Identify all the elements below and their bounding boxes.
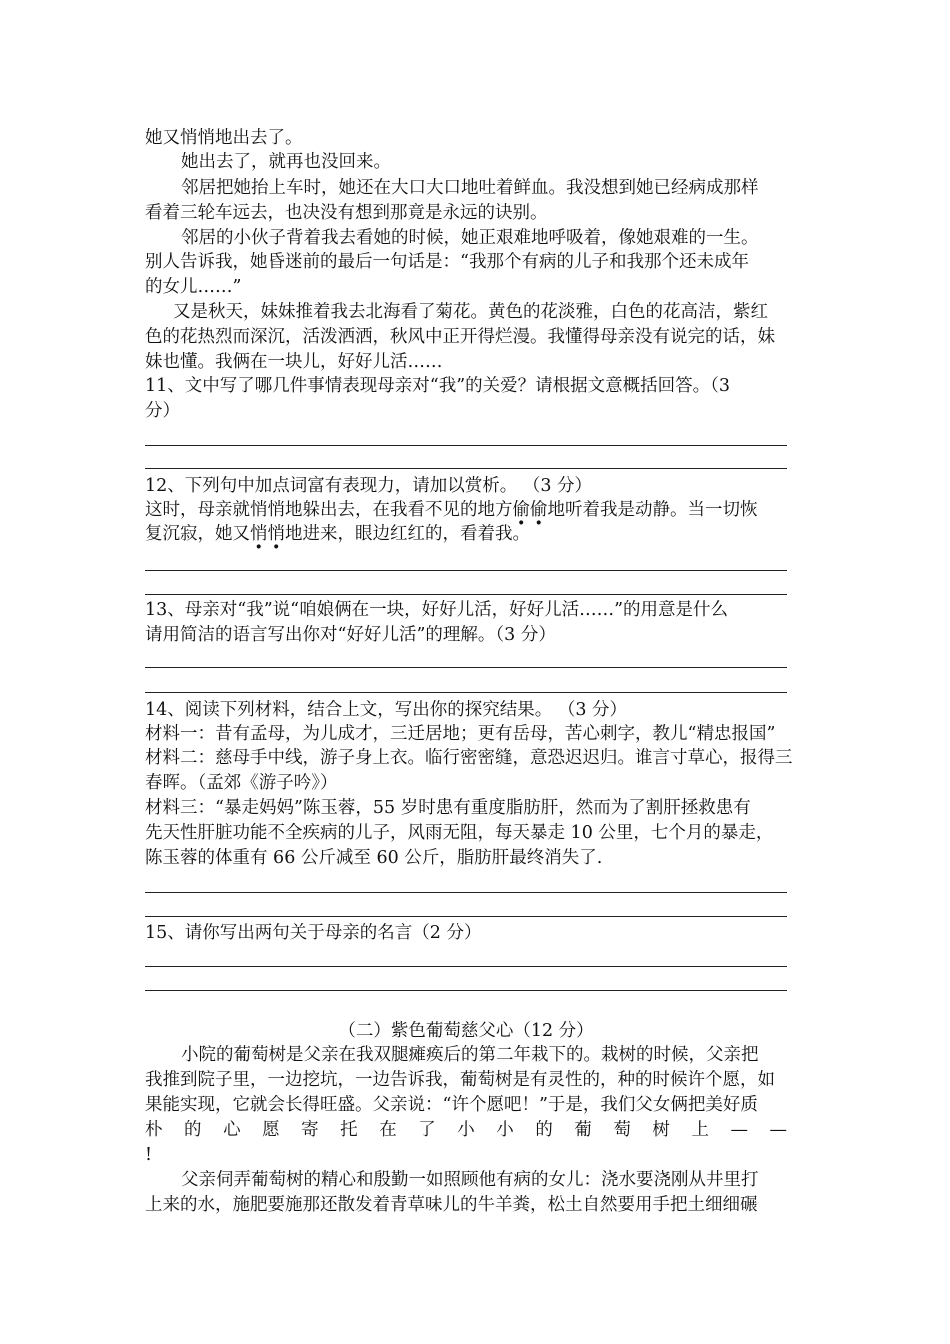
text-line: 的女儿……”	[145, 277, 242, 297]
question-15: 15、请你写出两句关于母亲的名言（2 分）	[145, 923, 482, 943]
text-line: 色的花热烈而深沉，活泼洒洒，秋风中正开得烂漫。我懂得母亲没有说完的话，妹	[145, 327, 775, 347]
answer-line[interactable]	[145, 468, 787, 469]
question-12-sentence: 这时，母亲就悄悄地躲出去，在我看不见的地方偷偷地听着我是动静。当一切恢	[145, 500, 758, 520]
material-line: 春晖。（孟郊《游子吟》）	[145, 773, 338, 793]
section-title: （二）紫色葡萄慈父心（12 分）	[338, 1021, 594, 1041]
answer-line[interactable]	[145, 570, 787, 571]
emphasis-char: 悄	[250, 524, 268, 544]
answer-line[interactable]	[145, 990, 787, 991]
question-14: 14、阅读下列材料，结合上文，写出你的探究结果。 （3 分）	[145, 700, 628, 720]
text-line: 邻居的小伙子背着我去看她的时候，她正艰难地呼吸着，像她艰难的一生。	[181, 228, 759, 248]
text-line: 又是秋天，妹妹推着我去北海看了菊花。黄色的花淡雅，白色的花高洁，紫红	[173, 302, 768, 322]
material-line: 材料二：慈母手中线，游子身上衣。临行密密缝，意恐迟迟归。谁言寸草心，报得三	[145, 748, 793, 768]
answer-line[interactable]	[145, 445, 787, 446]
answer-line[interactable]	[145, 892, 787, 893]
text-line: 她又悄悄地出去了。	[145, 128, 303, 148]
text-line: 我推到院子里，一边挖坑，一边告诉我，葡萄树是有灵性的，种的时候许个愿，如	[145, 1070, 775, 1090]
answer-line[interactable]	[145, 692, 787, 693]
answer-line[interactable]	[145, 966, 787, 967]
text-line: !	[145, 1145, 153, 1165]
question-13: 13、母亲对“我”说“咱娘俩在一块，好好儿活，好好儿活……”的用意是什么	[145, 600, 729, 620]
text-line: 妹也懂。我俩在一块儿，好好儿活……	[145, 352, 443, 372]
text-line: 别人告诉我，她昏迷前的最后一句话是：“我那个有病的儿子和我那个还未成年	[145, 252, 749, 272]
emphasis-char: 偷	[530, 500, 548, 520]
material-line: 材料一：昔有孟母，为儿成才，三迁居地；更有岳母，苦心刺字，教儿“精忠报国”	[145, 724, 776, 744]
question-13-cont: 请用简洁的语言写出你对“好好儿活”的理解。（3 分）	[145, 625, 556, 645]
answer-line[interactable]	[145, 667, 787, 668]
emphasis-char: 悄	[267, 524, 285, 544]
text-line: 小院的葡萄树是父亲在我双腿瘫痪后的第二年栽下的。栽树的时候，父亲把	[181, 1045, 759, 1065]
justified-line: 朴 的 心 愿 寄 托 在 了 小 小 的 葡 萄 树 上 — —	[145, 1120, 787, 1140]
text-line: 上来的水，施肥要施那还散发着青草味儿的牛羊粪，松土自然要用手把土细细碾	[145, 1195, 758, 1215]
text-line: 她出去了，就再也没回来。	[181, 152, 391, 172]
question-11: 11、文中写了哪几件事情表现母亲对“我”的关爱？请根据文意概括回答。（3	[145, 376, 731, 396]
question-12: 12、下列句中加点词富有表现力，请加以赏析。 （3 分）	[145, 476, 593, 496]
material-line: 先天性肝脏功能不全疾病的儿子，风雨无阻，每天暴走 10 公里，七个月的暴走，	[145, 823, 774, 843]
emphasis-char: 偷	[512, 500, 530, 520]
question-12-sentence-cont: 复沉寂，她又悄悄地进来，眼边红红的，看着我。	[145, 524, 530, 544]
text-line: 果能实现，它就会长得旺盛。父亲说：“许个愿吧！”于是，我们父女俩把美好质	[145, 1095, 758, 1115]
text-line: 邻居把她抬上车时，她还在大口大口地吐着鲜血。我没想到她已经病成那样	[181, 178, 759, 198]
material-line: 陈玉蓉的体重有 66 公斤减至 60 公斤，脂肪肝最终消失了.	[145, 848, 603, 868]
text-line: 看着三轮车远去，也决没有想到那竟是永远的诀别。	[145, 203, 548, 223]
answer-line[interactable]	[145, 916, 787, 917]
answer-line[interactable]	[145, 594, 787, 595]
material-line: 材料三：“暴走妈妈”陈玉蓉，55 岁时患有重度脂肪肝，然而为了割肝拯救患有	[145, 798, 751, 818]
question-11-cont: 分）	[145, 401, 180, 421]
text-line: 父亲伺弄葡萄树的精心和殷勤一如照顾他有病的女儿：浇水要浇刚从井里打	[181, 1170, 759, 1190]
